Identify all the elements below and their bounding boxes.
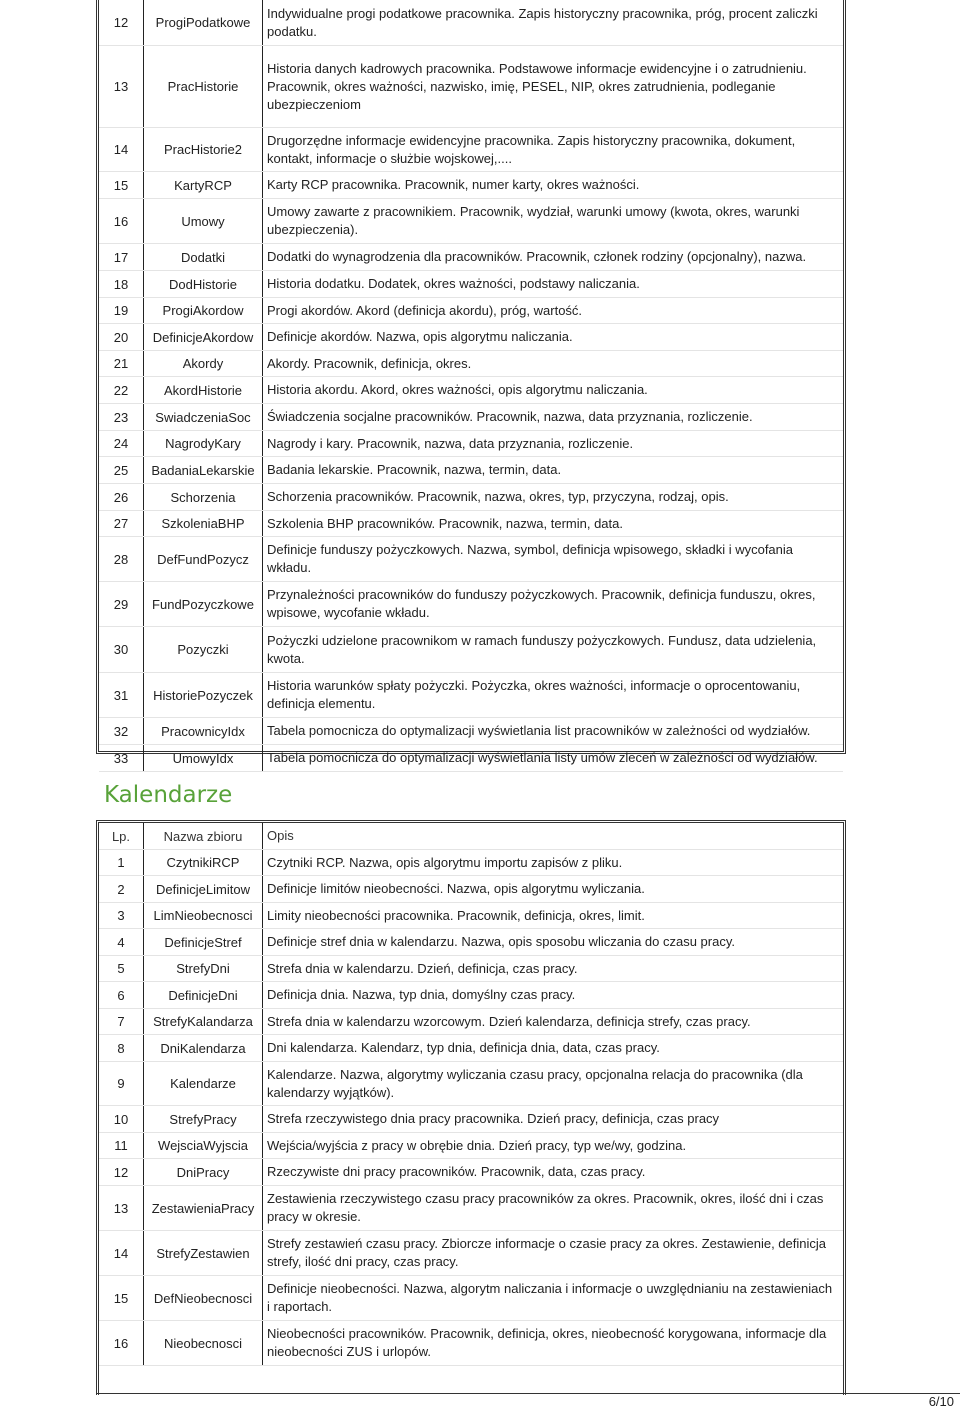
dataset-name: DefinicjeAkordow (143, 324, 263, 350)
dataset-name: CzytnikiRCP (143, 850, 263, 875)
row-number: 17 (113, 249, 129, 265)
row-number: 14 (113, 1245, 129, 1261)
table-row (99, 377, 843, 404)
table-row (99, 876, 843, 903)
dataset-description: Zestawienia rzeczywistego czasu pracy pracowników za okres. Pracownik, okres, ilość dni i czas pracy w okresie. (267, 1191, 824, 1224)
dataset-description: Czytniki RCP. Nazwa, opis algorytmu importu zapisów z pliku. (267, 854, 623, 870)
table-row (99, 0, 843, 46)
row-number: 19 (113, 303, 129, 318)
row-number: 33 (113, 750, 129, 766)
dataset-description: Definicje funduszy pożyczkowych. Nazwa, symbol, definicja wpisowego, składki i wycofania wkładu. (267, 542, 794, 575)
dataset-name: BadaniaLekarskie (143, 457, 263, 483)
dataset-name: FundPozyczkowe (143, 582, 263, 626)
row-number: 25 (113, 462, 129, 478)
table-row (99, 298, 843, 324)
dataset-name: SzkoleniaBHP (143, 511, 263, 536)
dataset-name: StrefyDni (143, 956, 263, 981)
table-row (99, 1133, 843, 1159)
row-number: 30 (113, 642, 129, 657)
row-number: 13 (113, 79, 129, 94)
row-number: 6 (117, 987, 125, 1003)
table-row (99, 537, 843, 582)
dataset-name: Kalendarze (143, 1062, 263, 1105)
dataset-name: DefNieobecnosci (143, 1276, 263, 1320)
page-number: 6/10 (928, 1394, 954, 1409)
row-number: 7 (117, 1014, 125, 1029)
dataset-name: DefinicjeDni (143, 982, 263, 1008)
dataset-description: Tabela pomocnicza do optymalizacji wyświetlania list pracowników w zależności od wydziałów. (267, 723, 811, 738)
header-description: Opis (267, 828, 294, 843)
row-number: 23 (113, 409, 129, 425)
table-row (99, 673, 843, 718)
footer-divider (96, 1393, 960, 1394)
table-row (99, 1159, 843, 1186)
dataset-name: PracownicyIdx (143, 718, 263, 744)
table-row (99, 903, 843, 929)
row-number: 29 (113, 596, 129, 612)
table-row (99, 582, 843, 627)
dataset-description: Strefa rzeczywistego dnia pracy pracownika. Dzień pracy, definicja, czas pracy (267, 1111, 720, 1126)
table-row (99, 1009, 843, 1035)
dataset-description: Historia dodatku. Dodatek, okres ważności, podstawy naliczania. (267, 276, 640, 291)
table-row (99, 718, 843, 745)
dataset-name: Nieobecnosci (143, 1321, 263, 1365)
table-row (99, 404, 843, 431)
table-row (99, 46, 843, 128)
dataset-description: Progi akordów. Akord (definicja akordu), próg, wartość. (267, 302, 583, 318)
row-number: 9 (117, 1076, 125, 1091)
table-row (99, 1276, 843, 1321)
table-row (99, 1106, 843, 1133)
dataset-name: WejsciaWyjscia (143, 1133, 263, 1158)
dataset-description: Dni kalendarza. Kalendarz, typ dnia, definicja dnia, data, czas pracy. (267, 1040, 660, 1055)
dataset-name: PracHistorie2 (143, 128, 263, 171)
dataset-name: DefFundPozycz (143, 537, 263, 581)
dataset-description: Definicje stref dnia w kalendarzu. Nazwa, opis sposobu wliczania do czasu pracy. (267, 934, 735, 949)
row-number: 4 (117, 934, 125, 950)
dataset-description: Nagrody i kary. Pracownik, nazwa, data przyznania, rozliczenie. (267, 435, 634, 451)
calendar-tables-table (96, 820, 846, 1395)
dataset-description: Karty RCP pracownika. Pracownik, numer karty, okres ważności. (267, 177, 640, 192)
dataset-name: DniKalendarza (143, 1035, 263, 1061)
table-row (99, 324, 843, 351)
table-row (99, 484, 843, 511)
row-number: 14 (113, 142, 129, 157)
row-number: 13 (113, 1200, 129, 1216)
dataset-name: ZestawieniaPracy (143, 1186, 263, 1230)
table-row (99, 172, 843, 199)
dataset-name: SwiadczeniaSoc (143, 404, 263, 430)
row-number: 20 (113, 329, 129, 345)
dataset-description: Schorzenia pracowników. Pracownik, nazwa, okres, typ, przyczyna, rodzaj, opis. (267, 489, 729, 504)
dataset-name: PracHistorie (143, 46, 263, 127)
dataset-name: DniPracy (143, 1159, 263, 1185)
row-number: 15 (113, 177, 129, 193)
row-number: 26 (113, 489, 129, 505)
row-number: 15 (113, 1290, 129, 1306)
dataset-description: Definicje akordów. Nazwa, opis algorytmu naliczania. (267, 329, 573, 344)
dataset-name: StrefyZestawien (143, 1231, 263, 1275)
dataset-description: Historia danych kadrowych pracownika. Podstawowe informacje ewidencyjne i o zatrudnieniu. Pracownik, okres ważności, nazwisko, imię, PESEL, NIP, okres zatrudnienia, podleganie ubezpieczeniom (267, 60, 807, 112)
row-number: 28 (113, 551, 129, 567)
row-number: 5 (117, 961, 125, 976)
row-number: 24 (113, 436, 129, 451)
dataset-name: Pozyczki (143, 627, 263, 672)
dataset-description: Rzeczywiste dni pracy pracowników. Pracownik, data, czas pracy. (267, 1164, 646, 1179)
dataset-name: DefinicjeLimitow (143, 876, 263, 902)
dataset-description: Historia warunków spłaty pożyczki. Pożyczka, okres ważności, informacje o oprocentowaniu, definicja elementu. (267, 678, 801, 711)
dataset-name: StrefyKalandarza (143, 1009, 263, 1034)
header-lp: Lp. (111, 828, 131, 844)
row-number: 8 (117, 1040, 125, 1056)
dataset-description: Historia akordu. Akord, okres ważności, opis algorytmu naliczania. (267, 382, 648, 397)
table-row (99, 351, 843, 377)
dataset-name: StrefyPracy (143, 1106, 263, 1132)
dataset-description: Przynależności pracowników do funduszy pożyczkowych. Pracownik, definicja funduszu, okres, wpisowe, wycofanie wkładu. (267, 587, 816, 620)
dataset-description: Definicja dnia. Nazwa, typ dnia, domyślny czas pracy. (267, 987, 576, 1002)
section-title: Kalendarze (104, 782, 233, 808)
dataset-name: KartyRCP (143, 172, 263, 198)
row-number: 10 (113, 1111, 129, 1127)
row-number: 12 (113, 1164, 129, 1180)
table-row (99, 271, 843, 298)
row-number: 16 (113, 1335, 129, 1351)
table-row (99, 511, 843, 537)
row-number: 27 (113, 516, 129, 531)
table-row (99, 128, 843, 172)
dataset-description: Umowy zawarte z pracownikiem. Pracownik, wydział, warunki umowy (kwota, okres, warunki ubezpieczenia). (267, 204, 800, 237)
table-row (99, 850, 843, 876)
dataset-name: DodHistorie (143, 271, 263, 297)
dataset-description: Kalendarze. Nazwa, algorytmy wyliczania czasu pracy, opcjonalna relacja do pracownika (dla kalendarzy wyjątków). (267, 1066, 803, 1100)
dataset-description: Akordy. Pracownik, definicja, okres. (267, 355, 472, 371)
dataset-name: AkordHistorie (143, 377, 263, 403)
table-row (99, 457, 843, 484)
employee-tables-table (96, 0, 846, 766)
table-row (99, 982, 843, 1009)
table-row (99, 1231, 843, 1276)
table-row (99, 929, 843, 956)
table-row (99, 1321, 843, 1366)
dataset-name: Umowy (143, 199, 263, 243)
table-row (99, 431, 843, 457)
table-header-row (99, 823, 843, 850)
dataset-description: Limity nieobecności pracownika. Pracownik, definicja, okres, limit. (267, 907, 645, 923)
dataset-description: Drugorzędne informacje ewidencyjne pracownika. Zapis historyczny pracownika, dokument, kontakt, informacje o służbie wojskowej,.... (267, 132, 796, 166)
dataset-description: Definicje nieobecności. Nazwa, algorytm naliczania i informacje o uwzględnianiu na zestawieniach i raportach. (267, 1281, 833, 1314)
row-number: 11 (114, 1138, 128, 1153)
table-row (99, 1035, 843, 1062)
dataset-description: Wejścia/wyjścia z pracy w obrębie dnia. Dzień pracy, typ we/wy, godzina. (267, 1137, 687, 1153)
row-number: 3 (117, 908, 125, 923)
row-number: 18 (113, 276, 129, 292)
dataset-description: Dodatki do wynagrodzenia dla pracowników. Pracownik, członek rodziny (opcjonalny), nazwa. (267, 249, 807, 264)
dataset-description: Nieobecności pracowników. Pracownik, definicja, okres, nieobecność korygowana, informacje dla nieobecności ZUS i urlopów. (267, 1326, 827, 1359)
table-row (99, 199, 843, 244)
table-row (99, 956, 843, 982)
dataset-description: Indywidualne progi podatkowe pracownika. Zapis historyczny pracownika, próg, procent zaliczki podatku. (267, 5, 818, 39)
row-number: 21 (113, 356, 129, 371)
dataset-name: Akordy (143, 351, 263, 376)
dataset-name: Dodatki (143, 244, 263, 270)
row-number: 22 (113, 382, 129, 398)
dataset-description: Strefy zestawień czasu pracy. Zbiorcze informacje o czasie pracy za okres. Zestawienie, definicja strefy, ilość dni pracy, czas pracy. (267, 1236, 826, 1269)
dataset-name: NagrodyKary (143, 431, 263, 456)
row-number: 31 (113, 687, 129, 703)
dataset-name: DefinicjeStref (143, 929, 263, 955)
dataset-description: Strefa dnia w kalendarzu. Dzień, definicja, czas pracy. (267, 960, 578, 976)
dataset-name: ProgiAkordow (143, 298, 263, 323)
table-row (99, 1186, 843, 1231)
table-row (99, 745, 843, 772)
row-number: 2 (117, 881, 125, 897)
dataset-description: Świadczenia socjalne pracowników. Pracownik, nazwa, data przyznania, rozliczenie. (267, 409, 753, 424)
dataset-name: HistoriePozyczek (143, 673, 263, 717)
dataset-description: Strefa dnia w kalendarzu wzorcowym. Dzień kalendarza, definicja strefy, czas pracy. (267, 1013, 751, 1029)
dataset-name: LimNieobecnosci (143, 903, 263, 928)
row-number: 32 (113, 723, 129, 739)
dataset-description: Definicje limitów nieobecności. Nazwa, opis algorytmu wyliczania. (267, 881, 645, 896)
dataset-description: Badania lekarskie. Pracownik, nazwa, termin, data. (267, 462, 562, 477)
header-name: Nazwa zbioru (143, 823, 263, 849)
dataset-name: ProgiPodatkowe (143, 0, 263, 45)
row-number: 16 (113, 213, 129, 229)
dataset-name: UmowyIdx (143, 745, 263, 771)
row-number: 12 (113, 15, 129, 30)
row-number: 1 (117, 855, 125, 870)
table-row (99, 244, 843, 271)
table-row (99, 627, 843, 673)
table-row (99, 1062, 843, 1106)
dataset-description: Pożyczki udzielone pracownikom w ramach funduszy pożyczkowych. Fundusz, data udzielenia, kwota. (267, 632, 817, 666)
dataset-description: Szkolenia BHP pracowników. Pracownik, nazwa, termin, data. (267, 515, 623, 531)
dataset-name: Schorzenia (143, 484, 263, 510)
dataset-description: Tabela pomocnicza do optymalizacji wyświetlania listy umów zleceń w zależności od wydziałów. (267, 750, 818, 765)
